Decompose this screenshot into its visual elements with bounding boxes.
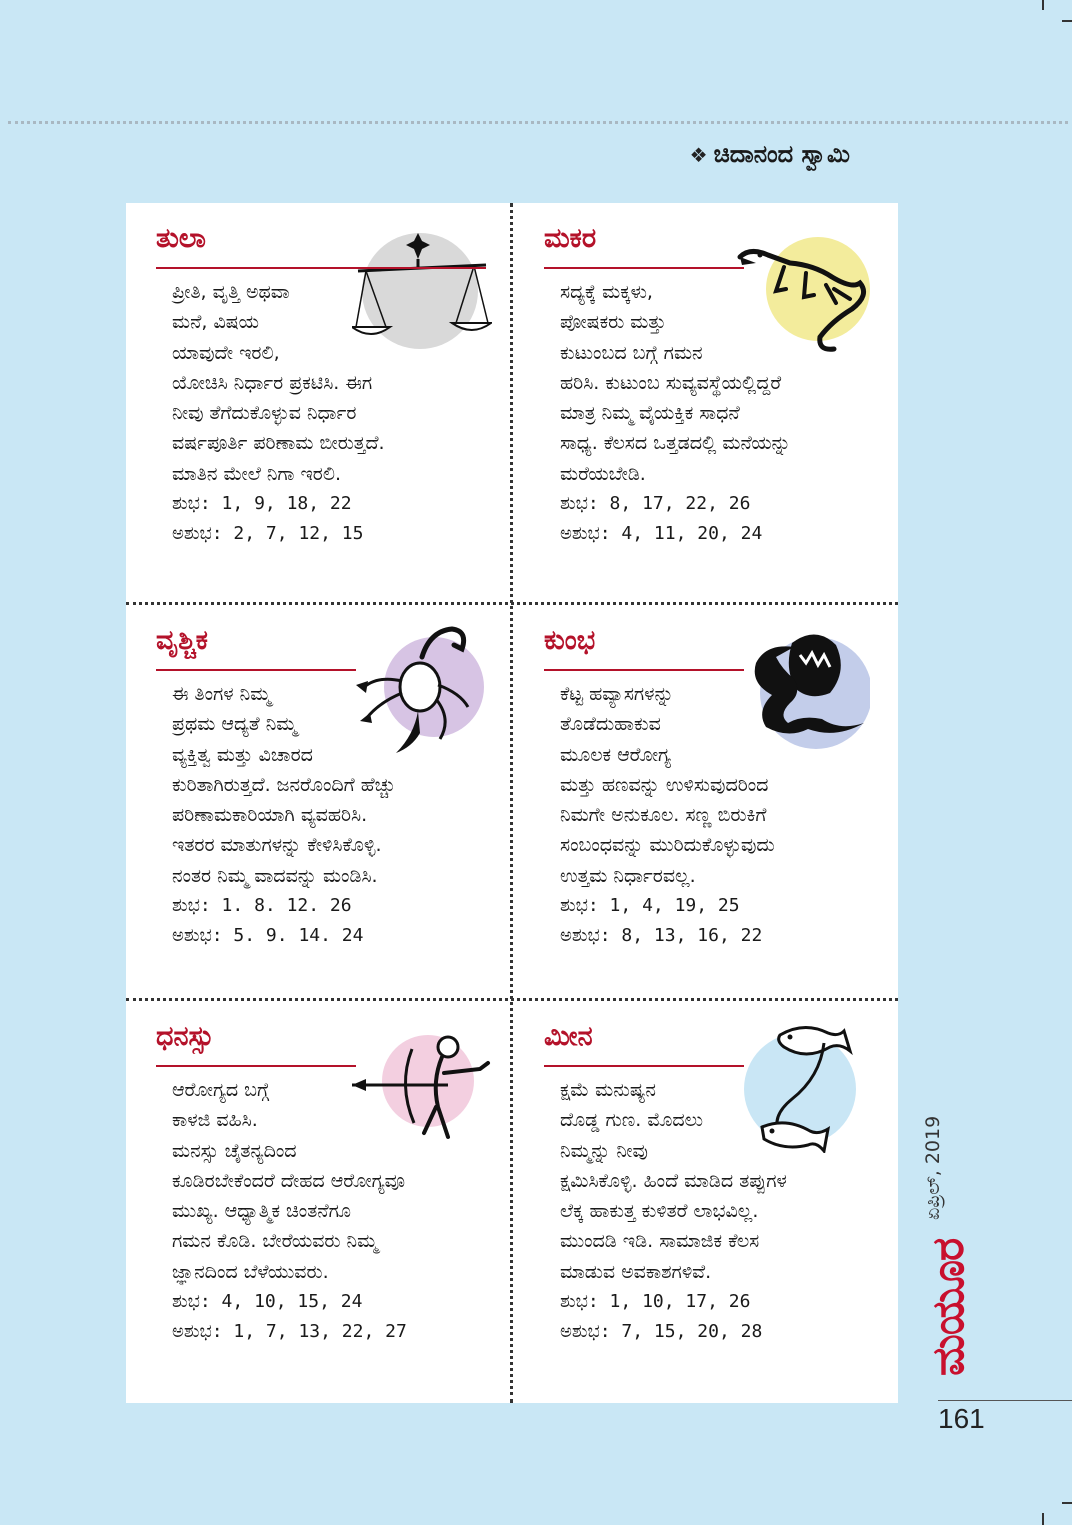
lucky-dates: ಶುಭ: 1. 8. 12. 26 <box>172 895 352 917</box>
prediction-line: ಮನೆ, ವಿಷಯ <box>172 311 259 334</box>
sign-prediction <box>560 679 775 952</box>
prediction-line: ಸಂಬಂಧವನ್ನು ಮುರಿದುಕೊಳ್ಳುವುದು <box>560 834 775 857</box>
author-byline <box>690 140 850 168</box>
diamond-bullet-icon: ❖ <box>689 143 708 167</box>
prediction-line: ವ್ಯಕ್ತಿತ್ವ ಮತ್ತು ವಿಚಾರದ <box>172 743 313 766</box>
prediction-line: ಈ ತಿಂಗಳ ನಿಮ್ಮ <box>172 683 271 705</box>
prediction-line: ಮುಂದಡಿ ಇಡಿ. ಸಾಮಾಜಿಕ ಕೆಲಸ <box>560 1230 760 1253</box>
prediction-line: ಕ್ಷಮಿಸಿಕೊಳ್ಳಿ. ಹಿಂದೆ ಮಾಡಿದ ತಪ್ಪುಗಳ <box>560 1169 787 1192</box>
sign-card-scorpio <box>126 605 510 1002</box>
unlucky-dates: ಅಶುಭ: 1, 7, 13, 22, 27 <box>172 1321 407 1343</box>
lucky-dates: ಶುಭ: 1, 4, 19, 25 <box>560 895 740 917</box>
unlucky-dates: ಅಶುಭ: 4, 11, 20, 24 <box>560 523 763 545</box>
sign-prediction <box>172 277 385 550</box>
prediction-line: ತೊಡೆದುಹಾಕುವ <box>560 713 661 736</box>
prediction-line: ಕೂಡಿರಬೇಕೆಂದರೆ ದೇಹದ ಆರೋಗ್ಯವೂ <box>172 1169 406 1192</box>
top-dotted-divider <box>8 121 1068 124</box>
vertical-dotted-divider <box>510 203 513 1403</box>
prediction-line: ಪ್ರಥಮ ಆದ್ಯತೆ ನಿಮ್ಮ <box>172 713 297 736</box>
prediction-line: ಮುಖ್ಯ. ಆಧ್ಯಾತ್ಮಿಕ ಚಿಂತನೆಗೂ <box>172 1200 352 1223</box>
sign-title: ಕುಂಭ <box>544 625 596 656</box>
prediction-line: ಲೆಕ್ಕ ಹಾಕುತ್ತ ಕುಳಿತರೆ ಲಾಭವಿಲ್ಲ. <box>560 1200 759 1223</box>
prediction-line: ಉತ್ತಮ ನಿರ್ಧಾರವಲ್ಲ. <box>560 864 696 887</box>
lucky-dates: ಶುಭ: 1, 10, 17, 26 <box>560 1291 751 1313</box>
prediction-line: ಹರಿಸಿ. ಕುಟುಂಬ ಸುವ್ಯವಸ್ಥೆಯಲ್ಲಿದ್ದರೆ <box>560 371 782 394</box>
sign-card-libra <box>126 203 510 600</box>
lucky-dates: ಶುಭ: 8, 17, 22, 26 <box>560 493 751 515</box>
issue-date: ಏಪ್ರಿಲ್, 2019 <box>922 1115 944 1220</box>
prediction-line: ಮತ್ತು ಹಣವನ್ನು ಉಳಿಸುವುದರಿಂದ <box>560 773 769 796</box>
author-name: ಚಿದಾನಂದ ಸ್ವಾಮಿ <box>713 140 850 168</box>
sign-card-sagittarius <box>126 1001 510 1398</box>
title-underline <box>544 267 744 269</box>
prediction-line: ಕೆಟ್ಟ ಹವ್ಯಾಸಗಳನ್ನು <box>560 683 674 705</box>
prediction-line: ಕಾಳಜಿ ವಹಿಸಿ. <box>172 1109 258 1132</box>
prediction-line: ಯಾವುದೇ ಇರಲಿ, <box>172 341 280 364</box>
sign-title: ಧನಸ್ಸು <box>156 1021 214 1052</box>
prediction-line: ನಿಮಗೇ ಅನುಕೂಲ. ಸಣ್ಣ ಬಿರುಕಿಗೆ <box>560 804 767 827</box>
lucky-dates: ಶುಭ: 4, 10, 15, 24 <box>172 1291 363 1313</box>
prediction-line: ಆರೋಗ್ಯದ ಬಗ್ಗೆ <box>172 1079 270 1101</box>
page-number-rule <box>938 1400 1072 1401</box>
sign-title: ತುಲಾ <box>156 223 206 254</box>
prediction-line: ಮೂಲಕ ಆರೋಗ್ಯ <box>560 743 671 766</box>
sign-card-capricorn <box>514 203 898 600</box>
prediction-line: ಗಮನ ಕೊಡಿ. ಬೇರೆಯವರು ನಿಮ್ಮ <box>172 1230 378 1253</box>
horoscope-panel <box>126 203 898 1403</box>
sign-title: ಮಕರ <box>544 223 597 254</box>
prediction-line: ಕುರಿತಾಗಿರುತ್ತದೆ. ಜನರೊಂದಿಗೆ ಹೆಚ್ಚು <box>172 773 396 796</box>
crop-mark <box>1062 20 1072 22</box>
prediction-line: ಪೋಷಕರು ಮತ್ತು <box>560 311 667 334</box>
sign-prediction <box>560 1075 787 1348</box>
title-underline <box>544 669 744 671</box>
unlucky-dates: ಅಶುಭ: 5. 9. 14. 24 <box>172 925 364 947</box>
sign-title: ವೃಶ್ಚಿಕ <box>156 625 208 656</box>
prediction-line: ವರ್ಷಪೂರ್ತಿ ಪರಿಣಾಮ ಬೀರುತ್ತದೆ. <box>172 432 385 455</box>
sign-card-aquarius <box>514 605 898 1002</box>
lucky-dates: ಶುಭ: 1, 9, 18, 22 <box>172 493 352 515</box>
title-underline <box>544 1065 744 1067</box>
prediction-line: ಪರಿಣಾಮಕಾರಿಯಾಗಿ ವ್ಯವಹರಿಸಿ. <box>172 804 368 827</box>
title-underline <box>156 267 486 269</box>
crop-mark <box>1042 0 1044 10</box>
page-number: 161 <box>938 1403 985 1434</box>
prediction-line: ಯೋಚಿಸಿ ನಿರ್ಧಾರ ಪ್ರಕಟಿಸಿ. ಈಗ <box>172 371 373 394</box>
unlucky-dates: ಅಶುಭ: 7, 15, 20, 28 <box>560 1321 763 1343</box>
crop-mark <box>1042 1513 1044 1525</box>
prediction-line: ಮರೆಯಬೇಡಿ. <box>560 462 646 485</box>
prediction-line: ಕ್ಷಮೆ ಮನುಷ್ಯನ <box>560 1079 656 1101</box>
title-underline <box>156 669 356 671</box>
prediction-line: ಇತರರ ಮಾತುಗಳನ್ನು ಕೇಳಿಸಿಕೊಳ್ಳಿ. <box>172 834 382 857</box>
prediction-line: ಸದ್ಯಕ್ಕೆ ಮಕ್ಕಳು, <box>560 281 653 303</box>
sign-prediction <box>560 277 791 550</box>
sign-prediction <box>172 679 396 952</box>
prediction-line: ಮನಸ್ಸು ಚೈತನ್ಯದಿಂದ <box>172 1139 297 1162</box>
magazine-logo: ಮಯೂರ <box>923 1238 974 1376</box>
sign-prediction <box>172 1075 407 1348</box>
sign-card-pisces <box>514 1001 898 1398</box>
prediction-line: ಪ್ರೀತಿ, ವೃತ್ತಿ ಅಥವಾ <box>172 281 290 303</box>
prediction-line: ಮಾತಿನ ಮೇಲೆ ನಿಗಾ ಇರಲಿ. <box>172 462 341 485</box>
prediction-line: ಸಾಧ್ಯ. ಕೆಲಸದ ಒತ್ತಡದಲ್ಲಿ ಮನೆಯನ್ನು <box>560 432 791 455</box>
prediction-line: ಮಾಡುವ ಅವಕಾಶಗಳಿವೆ. <box>560 1260 712 1283</box>
prediction-line: ನಂತರ ನಿಮ್ಮ ವಾದವನ್ನು ಮಂಡಿಸಿ. <box>172 864 378 887</box>
unlucky-dates: ಅಶುಭ: 2, 7, 12, 15 <box>172 523 364 545</box>
prediction-line: ನೀವು ತೆಗೆದುಕೊಳ್ಳುವ ನಿರ್ಧಾರ <box>172 402 357 425</box>
prediction-line: ಜ್ಞಾನದಿಂದ ಬೆಳೆಯುವರು. <box>172 1260 329 1283</box>
prediction-line: ನಿಮ್ಮನ್ನು ನೀವು <box>560 1139 648 1162</box>
title-underline <box>156 1065 356 1067</box>
prediction-line: ದೊಡ್ಡ ಗುಣ. ಮೊದಲು <box>560 1109 704 1132</box>
prediction-line: ಕುಟುಂಬದ ಬಗ್ಗೆ ಗಮನ <box>560 341 703 364</box>
unlucky-dates: ಅಶುಭ: 8, 13, 16, 22 <box>560 925 763 947</box>
prediction-line: ಮಾತ್ರ ನಿಮ್ಮ ವೈಯಕ್ತಿಕ ಸಾಧನೆ <box>560 402 740 425</box>
crop-mark <box>1062 1502 1072 1504</box>
sign-title: ಮೀನ <box>544 1021 593 1052</box>
